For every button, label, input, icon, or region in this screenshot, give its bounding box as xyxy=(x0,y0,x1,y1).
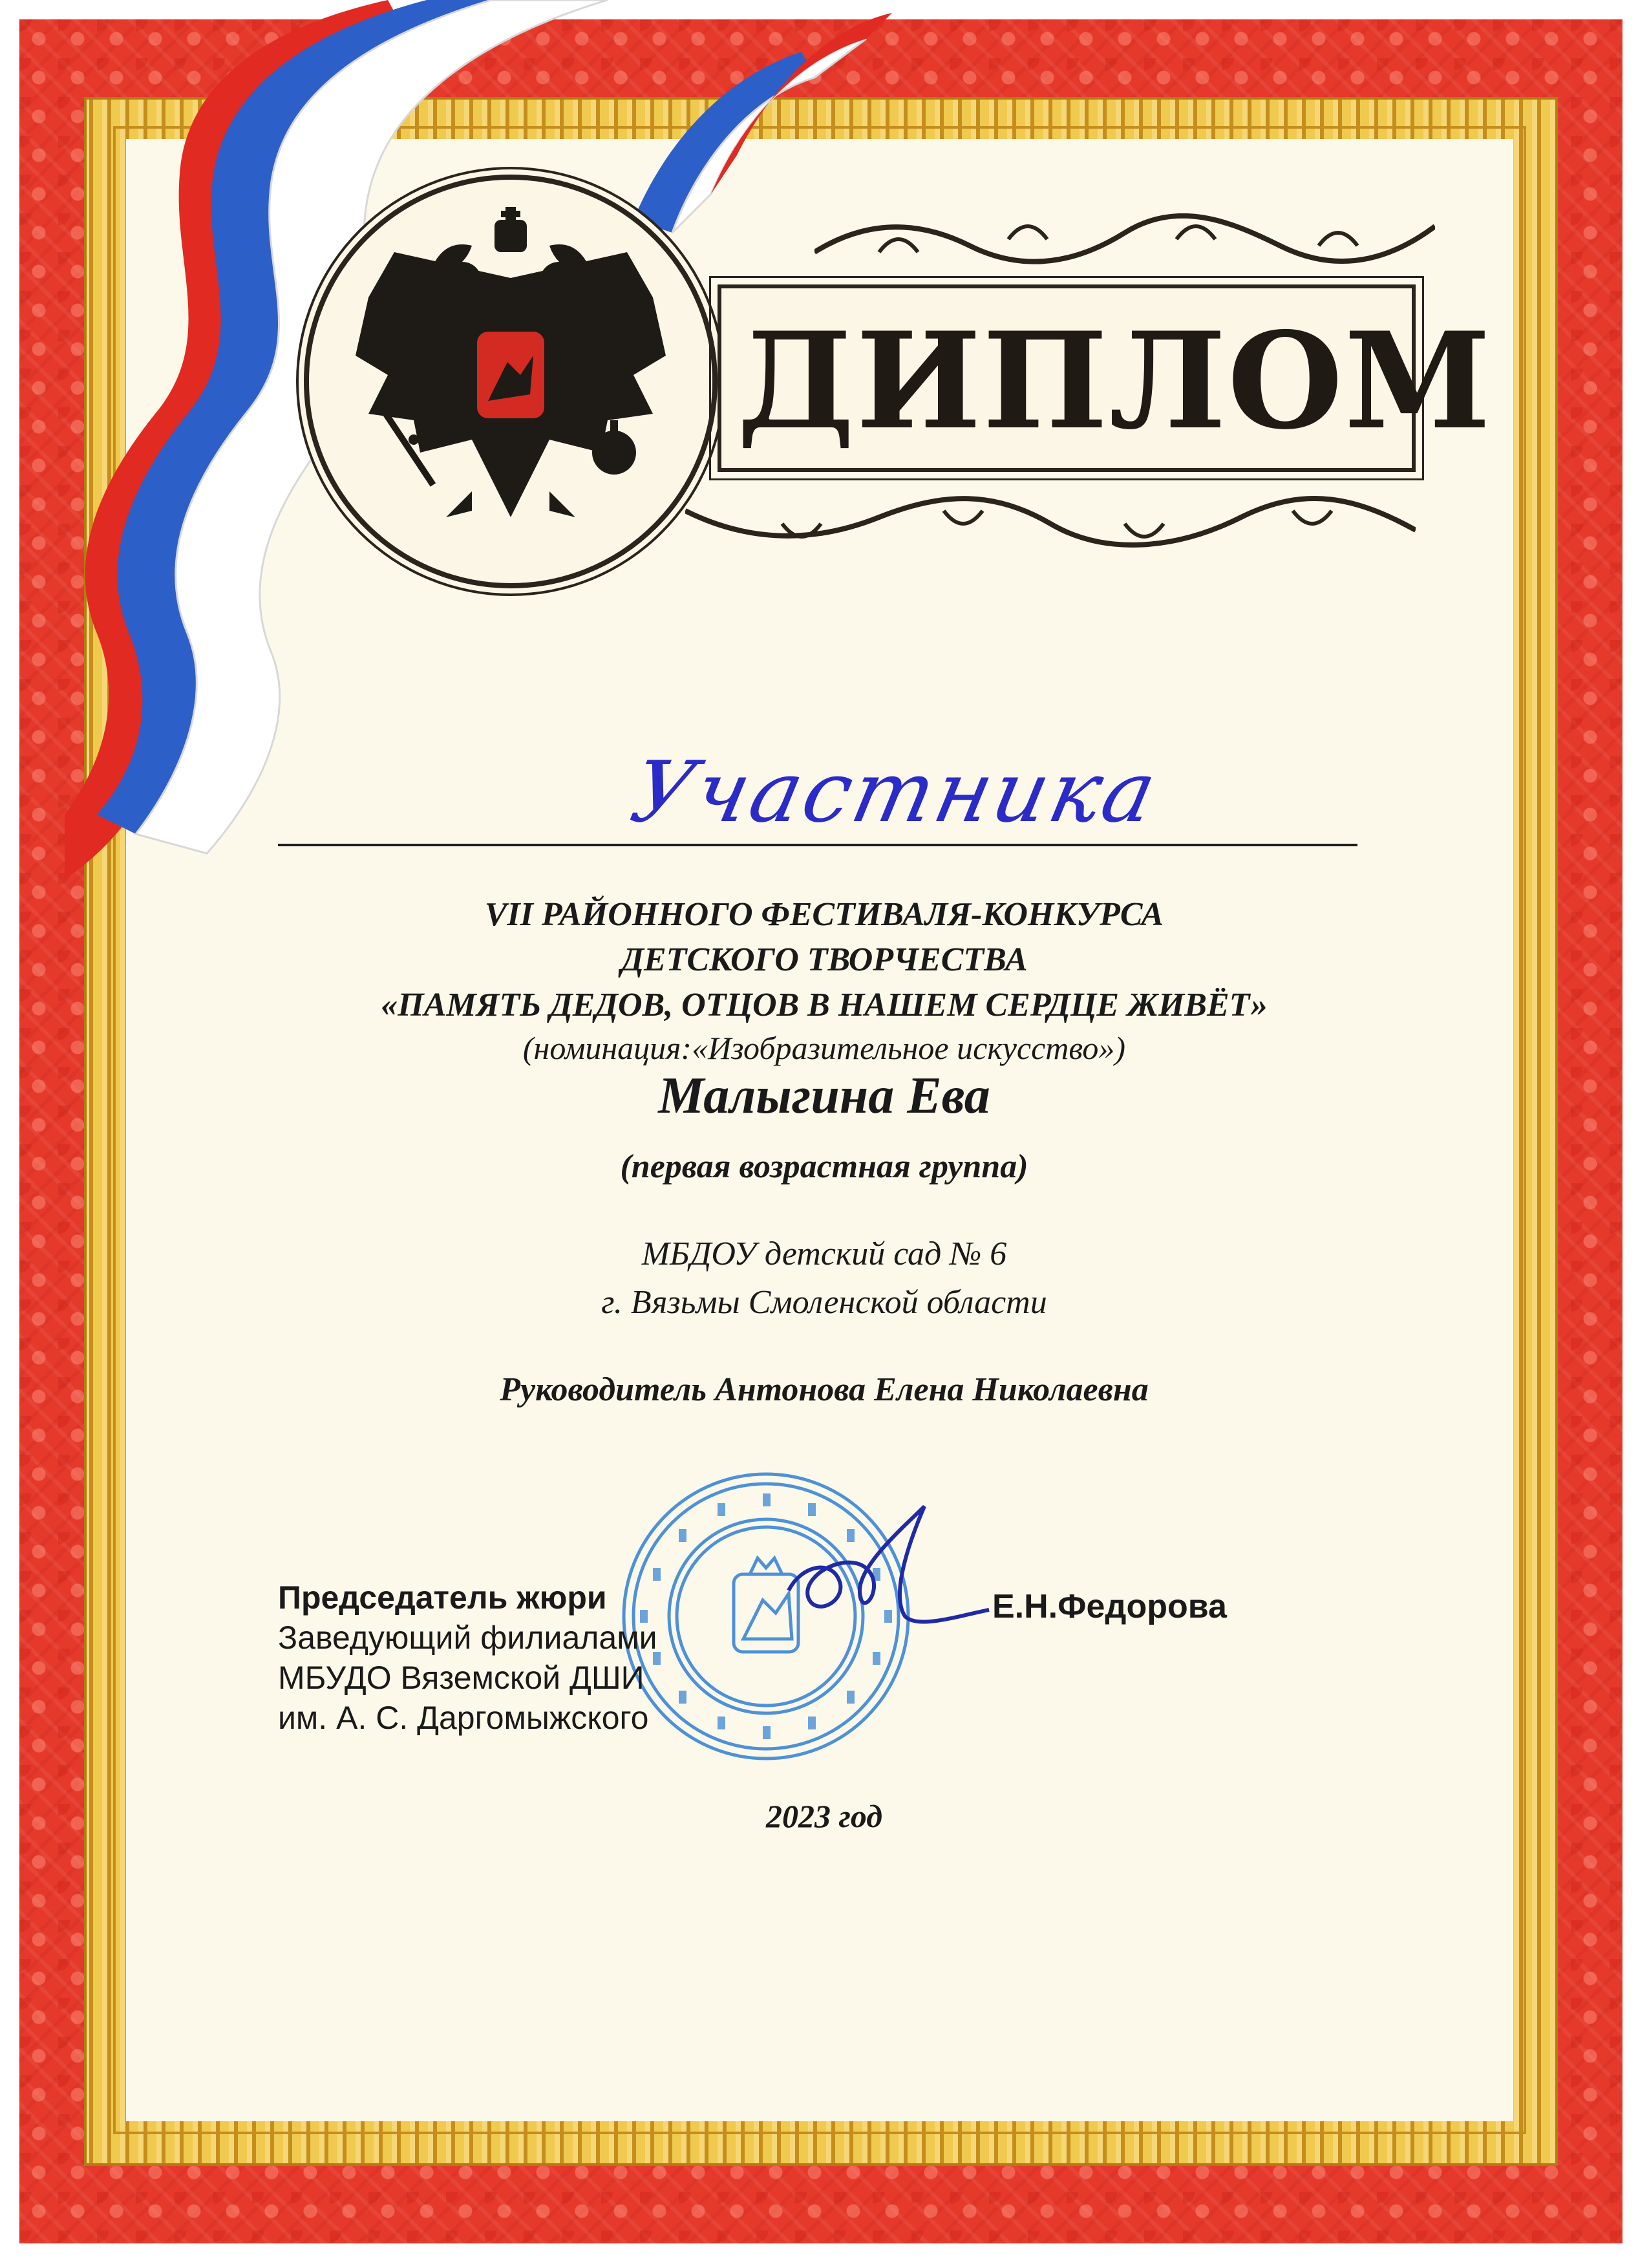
handwritten-signature-icon xyxy=(763,1487,995,1655)
festival-line-3: «ПАМЯТЬ ДЕДОВ, ОТЦОВ В НАШЕМ СЕРДЦЕ ЖИВЁТ» xyxy=(381,987,1268,1023)
leader: Руководитель Антонова Елена Николаевна xyxy=(500,1371,1149,1408)
signatory-role-2: Заведующий филиалами xyxy=(278,1620,657,1656)
signatory-block xyxy=(278,1578,657,1738)
festival-line-1: VII РАЙОННОГО ФЕСТИВАЛЯ-КОНКУРСА xyxy=(484,896,1164,933)
flourish-ornament-bottom-icon xyxy=(685,491,1416,550)
signatory-name: Е.Н.Федорова xyxy=(992,1588,1227,1625)
signatory-role-3: МБУДО Вяземской ДШИ xyxy=(278,1660,644,1696)
signatory-role-4: им. А. С. Даргомыжского xyxy=(278,1700,649,1736)
age-group: (первая возрастная группа) xyxy=(620,1148,1028,1185)
award-underline xyxy=(278,844,1357,846)
participant-name: Малыгина Ева xyxy=(658,1067,990,1124)
flourish-ornament-top-icon xyxy=(814,213,1435,265)
signatory-role-1: Председатель жюри xyxy=(278,1579,607,1616)
institution-line-2: г. Вязьмы Смоленской области xyxy=(601,1284,1047,1321)
diploma-title: ДИПЛОМ xyxy=(737,304,1493,459)
nomination: (номинация:«Изобразительное искусство») xyxy=(522,1030,1126,1066)
institution-line-1: МБДОУ детский сад № 6 xyxy=(641,1236,1007,1272)
double-headed-eagle-icon xyxy=(343,207,679,543)
festival-line-2: ДЕТСКОГО ТВОРЧЕСТВА xyxy=(621,941,1028,978)
award-handwritten: Участника xyxy=(622,743,1167,841)
year: 2023 год xyxy=(765,1798,883,1834)
